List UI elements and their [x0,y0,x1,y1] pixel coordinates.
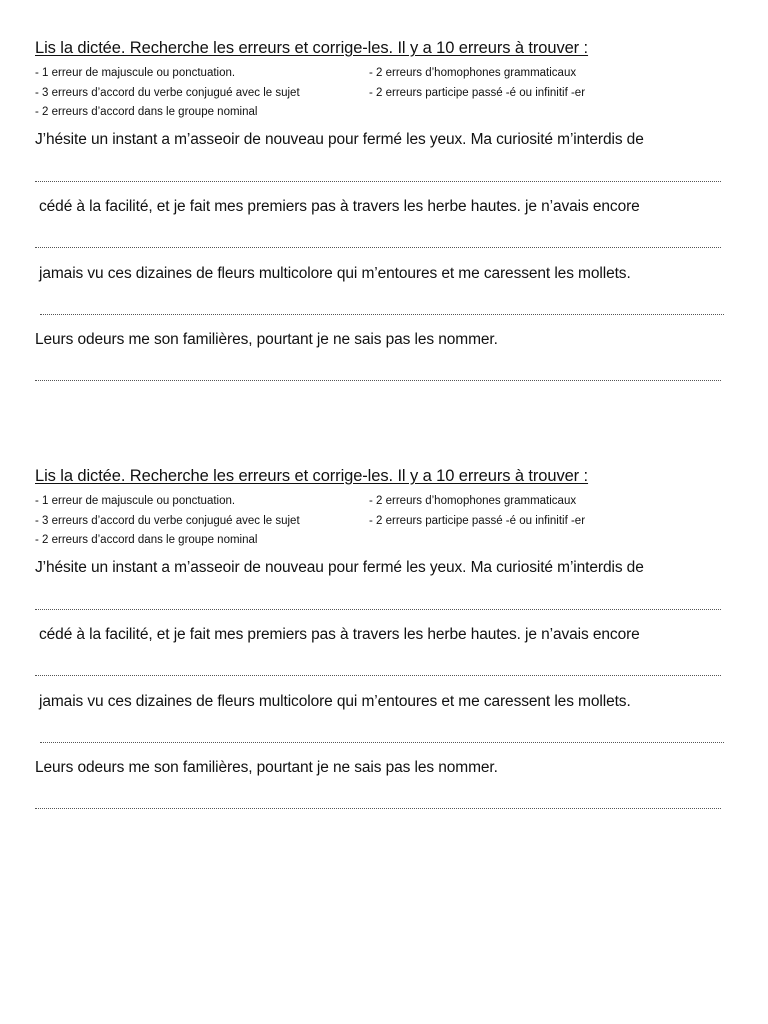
rule-verb-agreement: - 3 erreurs d’accord du verbe conjugué avec le sujet [35,87,300,99]
rule-capitalization-punctuation: - 1 erreur de majuscule ou ponctuation. [35,67,236,79]
dictation-line-4: Leurs odeurs me son familières, pourtant je ne sais pas les nommer. [35,759,498,776]
dictation-line-1: J’hésite un instant a m’asseoir de nouveau pour fermé les yeux. Ma curiosité m’interdis de [35,131,644,148]
dictation-line-2: cédé à la facilité, et je fait mes premiers pas à travers les herbe hautes. je n’avais encore [39,626,640,643]
rule-noun-group-agreement: - 2 erreurs d’accord dans le groupe nominal [35,534,258,546]
answer-line-2[interactable] [35,675,721,676]
answer-line-2[interactable] [35,247,721,248]
rule-verb-agreement: - 3 erreurs d’accord du verbe conjugué avec le sujet [35,515,300,527]
answer-line-3[interactable] [40,314,724,315]
answer-line-4[interactable] [35,380,721,381]
dictation-line-3: jamais vu ces dizaines de fleurs multicolore qui m’entoures et me caressent les mollets. [39,265,631,282]
dictation-line-2: cédé à la facilité, et je fait mes premiers pas à travers les herbe hautes. je n’avais encore [39,198,640,215]
answer-line-1[interactable] [35,181,721,182]
answer-line-4[interactable] [35,808,721,809]
rule-homophones: - 2 erreurs d’homophones grammaticaux [369,495,577,507]
dictation-line-4: Leurs odeurs me son familières, pourtant je ne sais pas les nommer. [35,331,498,348]
rule-past-participle-infinitive: - 2 erreurs participe passé -é ou infinitif -er [369,515,586,527]
rule-homophones: - 2 erreurs d’homophones grammaticaux [369,67,577,79]
dictation-line-1: J’hésite un instant a m’asseoir de nouveau pour fermé les yeux. Ma curiosité m’interdis de [35,559,644,576]
rule-capitalization-punctuation: - 1 erreur de majuscule ou ponctuation. [35,495,236,507]
rule-past-participle-infinitive: - 2 erreurs participe passé -é ou infinitif -er [369,87,586,99]
exercise-title: Lis la dictée. Recherche les erreurs et corrige-les. Il y a 10 erreurs à trouver : [35,467,589,485]
dictation-line-3: jamais vu ces dizaines de fleurs multicolore qui m’entoures et me caressent les mollets. [39,693,631,710]
answer-line-3[interactable] [40,742,724,743]
exercise-title: Lis la dictée. Recherche les erreurs et corrige-les. Il y a 10 erreurs à trouver : [35,39,589,57]
answer-line-1[interactable] [35,609,721,610]
rule-noun-group-agreement: - 2 erreurs d’accord dans le groupe nominal [35,106,258,118]
